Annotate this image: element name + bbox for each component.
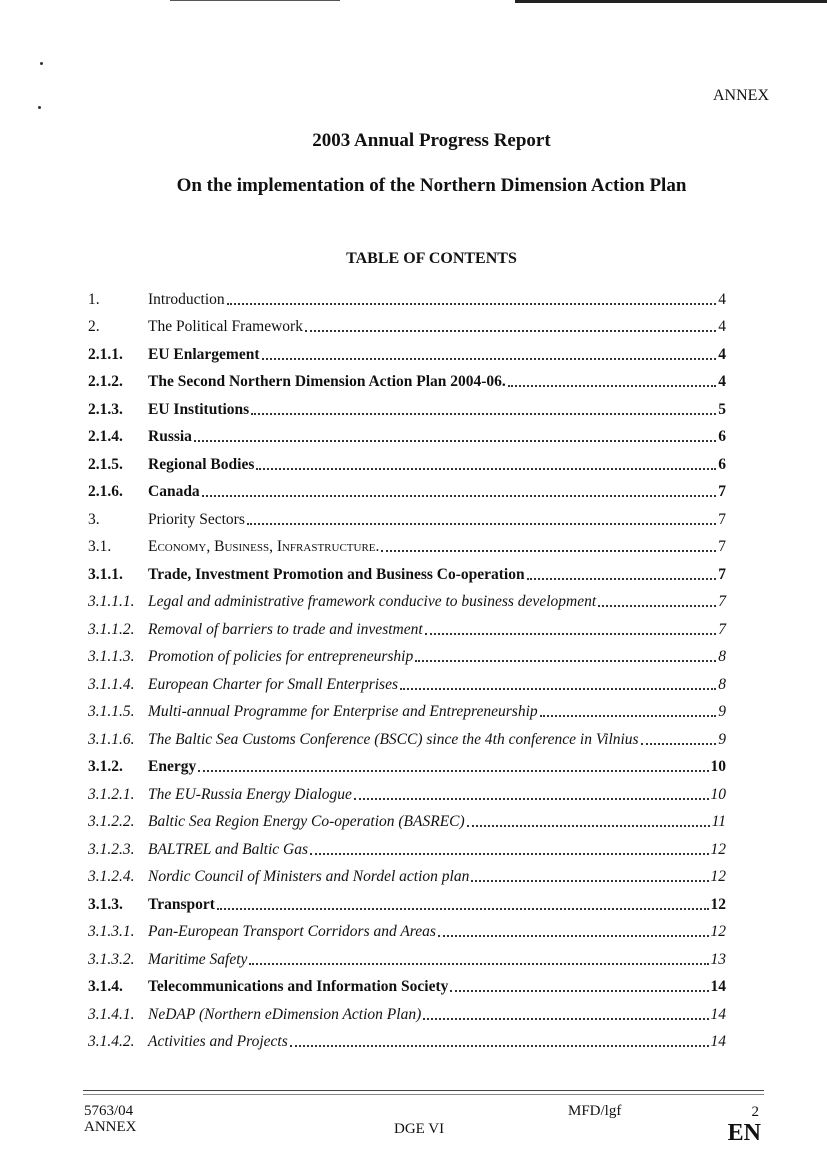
toc-entry[interactable] — [88, 831, 726, 859]
footer-annex-label: ANNEX — [84, 1119, 137, 1135]
table-of-contents — [88, 281, 726, 1051]
toc-entry-number: 3.1.4.1. — [88, 1005, 135, 1023]
toc-entry[interactable] — [88, 611, 726, 639]
document-subtitle: On the implementation of the Northern Dimension Action Plan — [176, 175, 687, 196]
toc-entry-title: Legal and administrative framework conducive to business development — [148, 593, 597, 610]
toc-entry[interactable] — [88, 886, 726, 914]
toc-dot-leader — [202, 495, 717, 497]
toc-dot-leader — [540, 715, 717, 717]
toc-dot-leader — [194, 440, 716, 442]
toc-entry[interactable] — [88, 419, 726, 447]
toc-entry[interactable] — [88, 474, 726, 502]
toc-entry[interactable] — [88, 969, 726, 997]
toc-entry-page: 7 — [718, 593, 726, 610]
toc-entry-title: Telecommunications and Information Society — [148, 978, 449, 995]
toc-entry[interactable] — [88, 281, 726, 309]
toc-dot-leader — [381, 550, 716, 552]
toc-entry-title: The Second Northern Dimension Action Plan 2004-06. — [148, 373, 506, 390]
toc-entry-number: 3.1.3. — [88, 895, 123, 913]
top-scan-line — [170, 0, 827, 4]
toc-entry-page: 14 — [710, 978, 726, 995]
toc-entry-title: Trade, Investment Promotion and Business Co-operation — [148, 565, 525, 583]
annex-label-top: ANNEX — [713, 87, 769, 104]
toc-entry[interactable] — [88, 584, 726, 612]
toc-entry-page: 12 — [710, 868, 726, 885]
toc-entry-number: 3.1.1.5. — [88, 703, 135, 720]
toc-entry[interactable] — [88, 694, 726, 722]
toc-entry-number: 3.1.4.2. — [88, 1033, 135, 1050]
toc-entry-page: 6 — [718, 428, 726, 445]
toc-dot-leader — [423, 1018, 708, 1020]
toc-dot-leader — [305, 330, 716, 332]
toc-entry-page: 10 — [710, 785, 726, 803]
toc-entry-page: 9 — [718, 703, 726, 720]
toc-entry-page: 11 — [711, 813, 726, 830]
toc-entry-number: 2.1.5. — [88, 455, 123, 473]
toc-entry-number: 2.1.6. — [88, 483, 123, 500]
toc-entry[interactable] — [88, 501, 726, 529]
toc-entry-page: 7 — [718, 620, 726, 638]
toc-entry-page: 13 — [710, 950, 726, 968]
toc-entry-page: 7 — [718, 510, 726, 528]
toc-dot-leader — [217, 908, 709, 910]
toc-entry-number: 3.1.2.2. — [88, 813, 135, 830]
top-rule-right — [515, 0, 827, 3]
toc-entry-number: 2.1.2. — [88, 373, 123, 390]
toc-entry-title: Multi-annual Programme for Enterprise and Entrepreneurship — [148, 703, 538, 720]
toc-entry-number: 3.1.3.2. — [88, 950, 135, 968]
toc-entry[interactable] — [88, 446, 726, 474]
toc-entry-title: BALTREL and Baltic Gas — [148, 840, 309, 858]
toc-entry-page: 8 — [718, 648, 726, 665]
toc-entry[interactable] — [88, 996, 726, 1024]
toc-entry[interactable] — [88, 941, 726, 969]
footer-rule-secondary — [83, 1094, 764, 1095]
toc-entry-page: 12 — [710, 895, 726, 913]
toc-entry-number: 3.1.2.1. — [88, 785, 135, 803]
toc-entry-number: 3.1.1.2. — [88, 620, 135, 638]
toc-entry-title: Introduction — [148, 290, 225, 308]
toc-entry-page: 7 — [718, 565, 726, 583]
toc-entry[interactable] — [88, 859, 726, 887]
toc-entry-number: 3.1.1.4. — [88, 675, 135, 693]
toc-entry-title: Economy, Business, Infrastructure. — [148, 538, 380, 555]
toc-dot-leader — [227, 303, 717, 305]
toc-dot-leader — [290, 1045, 709, 1047]
toc-entry-title: The EU-Russia Energy Dialogue — [148, 785, 352, 803]
toc-entry-number: 2.1.4. — [88, 428, 123, 445]
footer-rule — [83, 1090, 764, 1091]
toc-dot-leader — [598, 605, 716, 607]
toc-entry-number: 3.1.2.3. — [88, 840, 135, 858]
toc-dot-leader — [508, 385, 716, 387]
toc-entry-page: 4 — [718, 290, 726, 308]
toc-dot-leader — [641, 743, 717, 745]
toc-dot-leader — [467, 825, 710, 827]
toc-entry-number: 3.1.2. — [88, 758, 123, 775]
toc-entry-number: 3.1.1.6. — [88, 730, 135, 748]
toc-entry-title: Maritime Safety — [148, 950, 248, 968]
toc-dot-leader — [247, 523, 716, 525]
toc-entry-number: 3.1.2.4. — [88, 868, 135, 885]
toc-entry[interactable] — [88, 1024, 726, 1052]
toc-entry[interactable] — [88, 309, 726, 337]
toc-dot-leader — [249, 963, 708, 965]
toc-entry-page: 4 — [718, 373, 726, 390]
toc-entry-page: 5 — [718, 400, 726, 418]
footer-doc-code: 5763/04 — [84, 1103, 134, 1119]
toc-entry-page: 12 — [710, 923, 726, 940]
toc-dot-leader — [425, 633, 717, 635]
toc-entry-page: 14 — [710, 1005, 726, 1023]
footer-language-code: EN — [727, 1120, 761, 1146]
toc-entry-number: 3.1.3.1. — [88, 923, 135, 940]
toc-entry-number: 3.1.1.3. — [88, 648, 135, 665]
footer-page-number: 2 — [751, 1104, 759, 1120]
toc-entry-number: 2. — [88, 318, 100, 335]
toc-entry-title: Transport — [148, 895, 215, 913]
toc-dot-leader — [438, 935, 709, 937]
toc-entry-title: Baltic Sea Region Energy Co-operation (BASREC) — [148, 813, 465, 830]
toc-entry-number: 3.1.1.1. — [88, 593, 135, 610]
toc-entry-page: 12 — [710, 840, 726, 858]
toc-entry-page: 4 — [718, 345, 726, 363]
toc-dot-leader — [198, 770, 708, 772]
toc-entry-title: NeDAP (Northern eDimension Action Plan) — [148, 1005, 422, 1023]
toc-entry-page: 9 — [718, 730, 726, 748]
toc-entry[interactable] — [88, 914, 726, 942]
toc-entry-number: 3.1.4. — [88, 978, 123, 995]
toc-heading: TABLE OF CONTENTS — [346, 250, 517, 267]
footer-reference: MFD/lgf — [568, 1103, 622, 1119]
toc-entry-title: Activities and Projects — [148, 1033, 288, 1050]
toc-entry-number: 1. — [88, 290, 100, 308]
toc-entry-page: 7 — [718, 483, 726, 500]
toc-entry[interactable] — [88, 639, 726, 667]
toc-dot-leader — [471, 880, 708, 882]
toc-entry-title: Regional Bodies — [148, 455, 255, 473]
toc-dot-leader — [527, 578, 717, 580]
toc-dot-leader — [450, 990, 708, 992]
scan-speck — [40, 62, 43, 65]
toc-entry-number: 3.1.1. — [88, 565, 123, 583]
toc-entry-number: 3. — [88, 510, 100, 528]
toc-dot-leader — [262, 358, 717, 360]
toc-entry-number: 2.1.3. — [88, 400, 123, 418]
document-title: 2003 Annual Progress Report — [312, 130, 551, 151]
toc-dot-leader — [415, 660, 716, 662]
toc-entry-title: EU Institutions — [148, 400, 250, 418]
top-rule-left — [170, 0, 340, 1]
toc-entry[interactable] — [88, 666, 726, 694]
toc-entry[interactable] — [88, 556, 726, 584]
toc-entry-page: 14 — [710, 1033, 726, 1050]
toc-entry[interactable] — [88, 529, 726, 557]
toc-entry-title: Pan-European Transport Corridors and Areas — [148, 923, 436, 940]
toc-entry[interactable] — [88, 336, 726, 364]
toc-dot-leader — [400, 688, 716, 690]
toc-entry-title: European Charter for Small Enterprises — [148, 675, 399, 693]
toc-entry-page: 8 — [718, 675, 726, 693]
toc-entry-number: 3.1. — [88, 538, 112, 555]
toc-entry[interactable] — [88, 749, 726, 777]
toc-entry-page: 6 — [718, 455, 726, 473]
toc-dot-leader — [256, 468, 716, 470]
toc-entry[interactable] — [88, 364, 726, 392]
toc-entry[interactable] — [88, 804, 726, 832]
footer-dg: DGE VI — [394, 1121, 445, 1137]
toc-entry-title: EU Enlargement — [148, 345, 260, 363]
toc-entry-number: 2.1.1. — [88, 345, 123, 363]
toc-entry[interactable] — [88, 391, 726, 419]
toc-entry-title: The Baltic Sea Customs Conference (BSCC) since the 4th conference in Vilnius — [148, 730, 639, 748]
toc-entry-title: The Political Framework — [148, 318, 303, 335]
toc-entry-page: 7 — [718, 538, 726, 555]
toc-entry-title: Priority Sectors — [148, 510, 245, 528]
scan-speck — [38, 106, 41, 109]
toc-dot-leader — [354, 798, 709, 800]
toc-dot-leader — [251, 413, 716, 415]
toc-entry-title: Promotion of policies for entrepreneurship — [148, 648, 414, 665]
toc-dot-leader — [310, 853, 708, 855]
toc-entry-page: 10 — [710, 758, 726, 775]
toc-entry-page: 4 — [718, 318, 726, 335]
toc-entry-title: Nordic Council of Ministers and Nordel action plan — [148, 868, 470, 885]
toc-entry-title: Energy — [148, 758, 197, 775]
toc-entry-title: Canada — [148, 483, 200, 500]
toc-entry-title: Russia — [148, 428, 192, 445]
toc-entry-title: Removal of barriers to trade and investment — [148, 620, 423, 638]
toc-entry[interactable] — [88, 721, 726, 749]
toc-entry[interactable] — [88, 776, 726, 804]
